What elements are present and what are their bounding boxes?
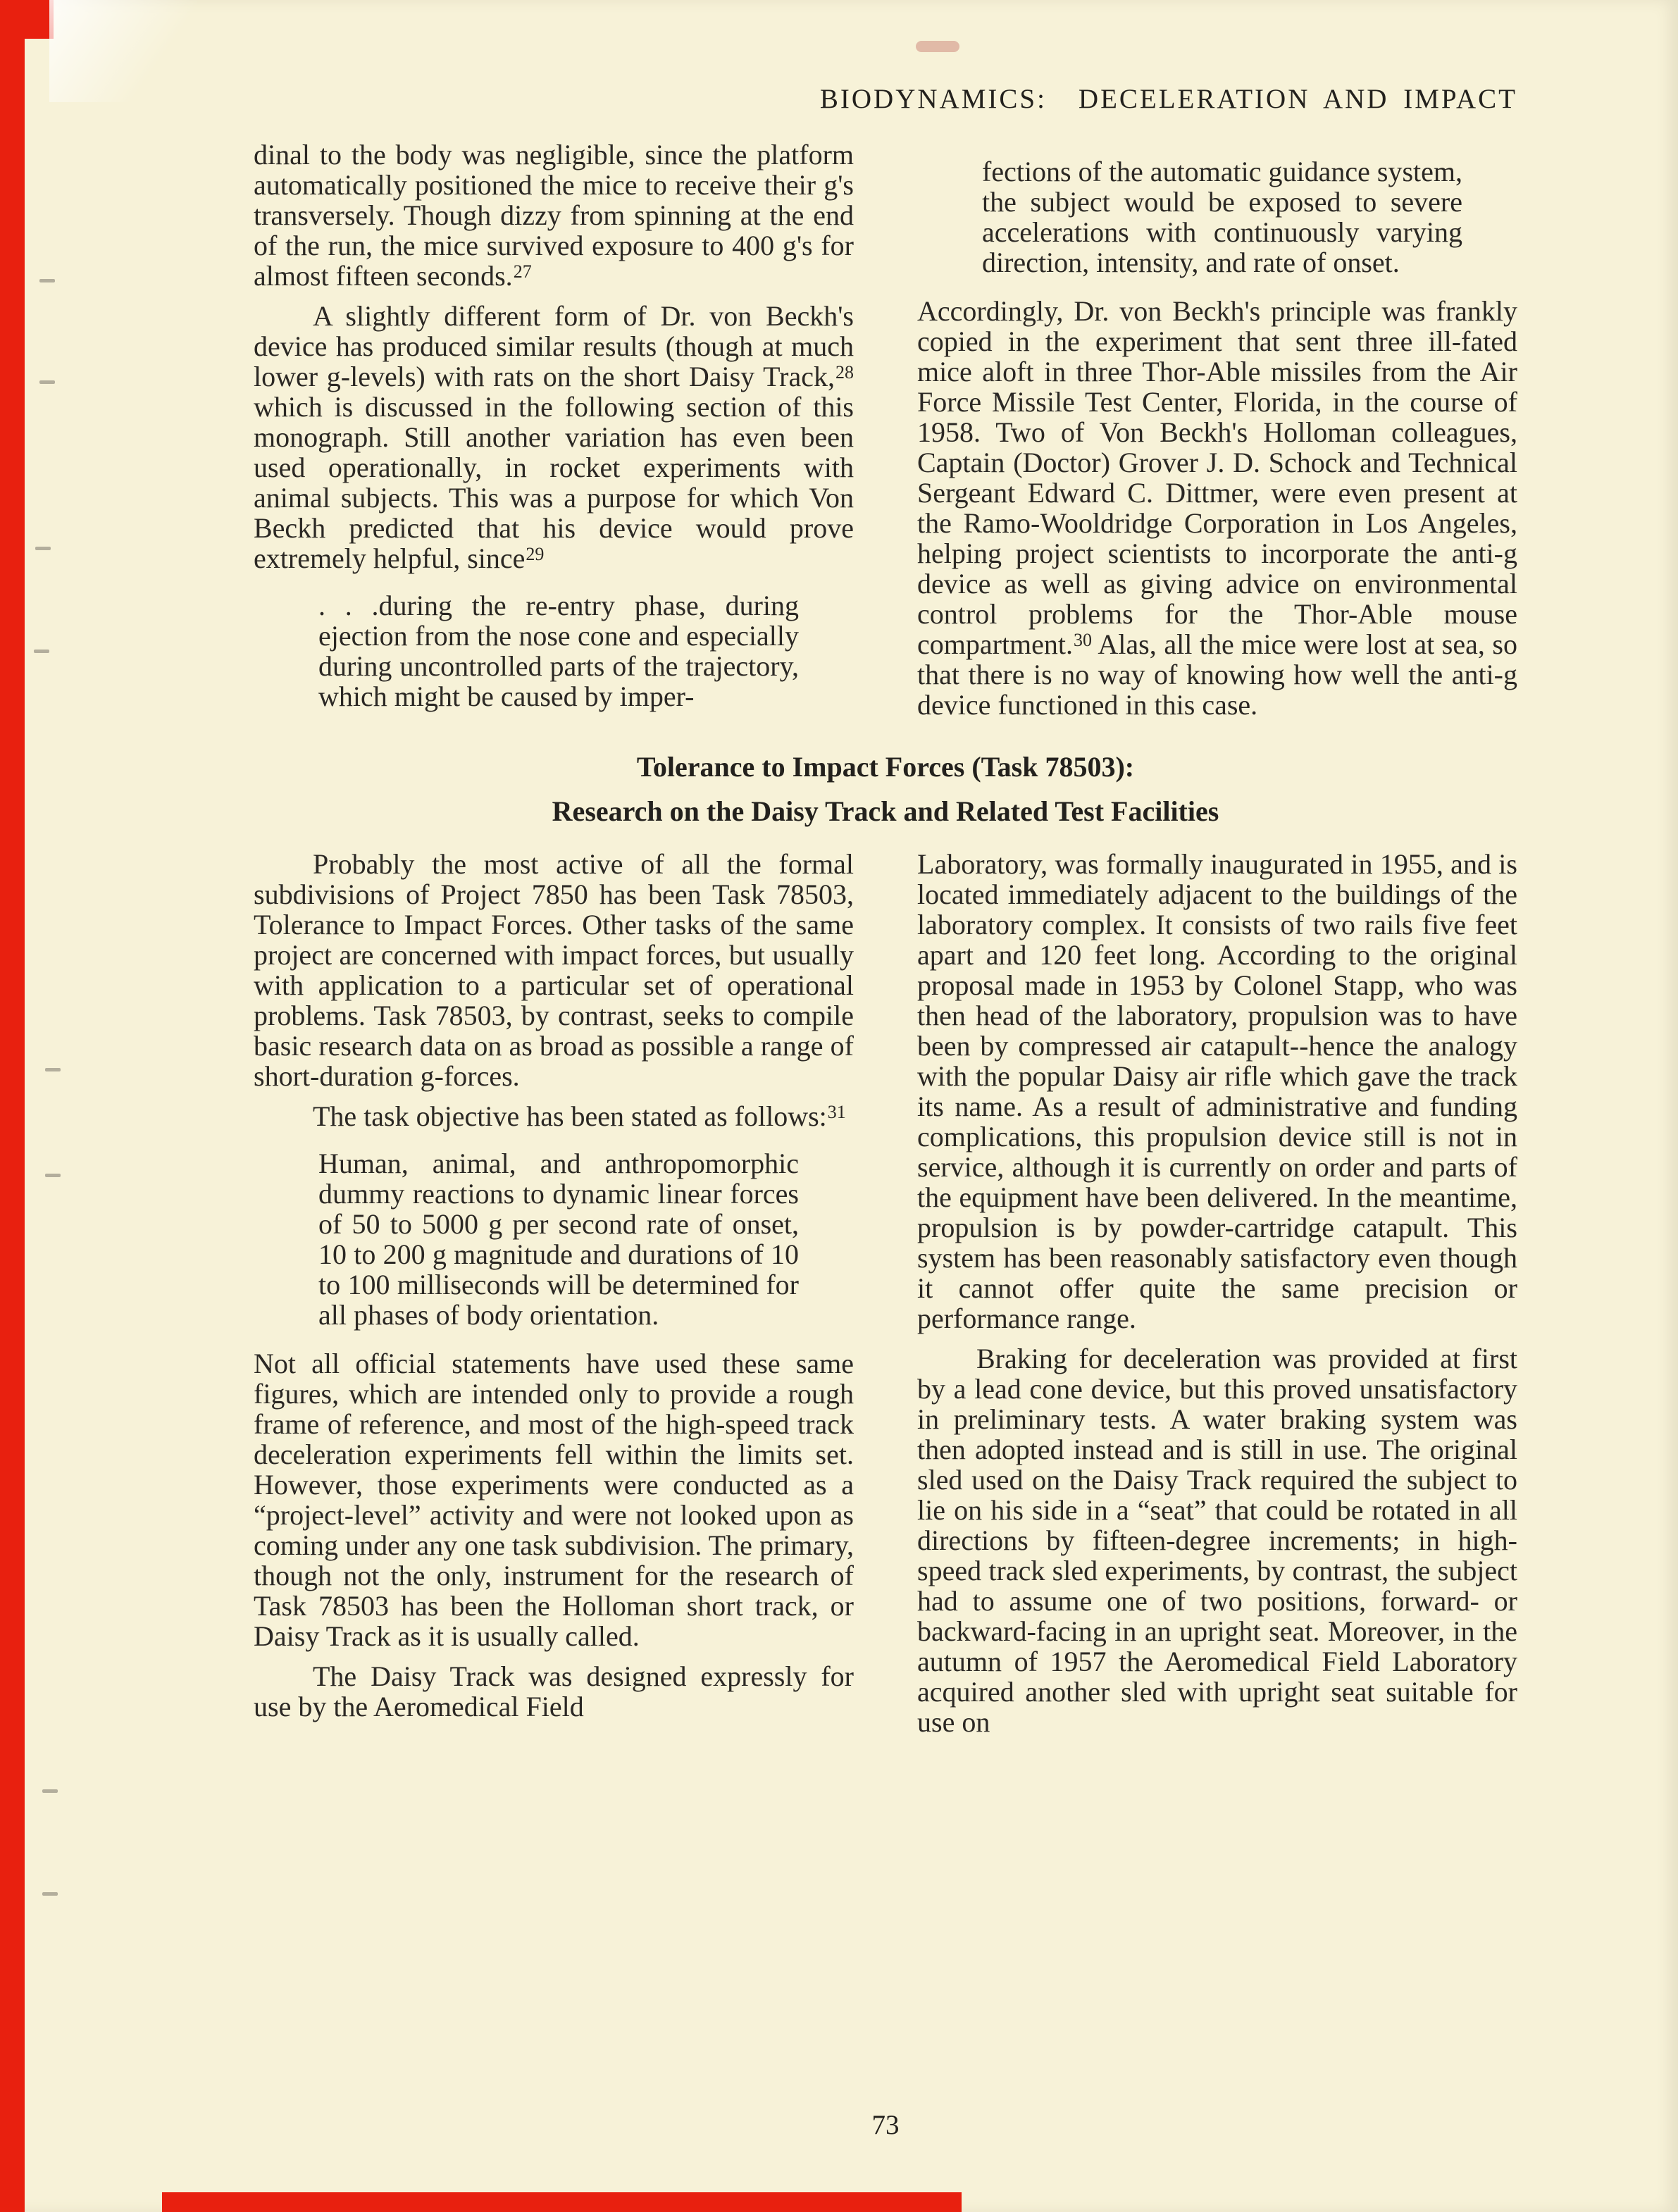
text-run: A slightly different form of Dr. von Beckh's device has produced similar results (though at much lower g-levels) with rats on the short Daisy Track, [254,300,854,392]
section-1-right-column [917,139,1517,730]
text-run: . . .during the re-entry phase, during ejection from the nose cone and especially during uncontrolled parts of the trajectory, which might be caused by imper- [318,590,799,712]
footnote-reference: 27 [513,261,532,282]
section-heading-line-2: Research on the Daisy Track and Related Test Facilities [552,795,1219,827]
running-header-text: BIODYNAMICS: DECELERATION AND IMPACT [819,84,1517,114]
margin-scan-mark [39,279,55,282]
paragraph [254,139,854,291]
footnote-reference: 29 [526,544,545,564]
text-run: dinal to the body was negligible, since the platform automatically positioned the mice to receive their g's transversely. Though dizzy from spinning at the end of the run, the mice survived exposure to 400 g's for almost fifteen seconds. [254,139,854,292]
section-1-columns [254,139,1517,730]
text-run: Human, animal, and anthropomorphic dummy reactions to dynamic linear forces of 50 to 5000 g per second rate of onset, 10 to 200 g magnitude and durations of 10 to 100 milliseconds will be determined for all phases of body orientation. [318,1148,799,1331]
section-2-left-column [254,849,854,1747]
footnote-reference: 31 [827,1102,846,1122]
text-run: Accordingly, Dr. von Beckh's principle was frankly copied in the experiment that sent three ill-fated mice aloft in three Thor-Able missiles from the Air Force Missile Test Center, Florida, in the course of 1958. Two of Von Beckh's Holloman colleagues, Captain (Doctor) Grover J. D. Schock and Technical Sergeant Edward C. Dittmer, were even present at the Ramo-Wooldridge Corporation in Los Angeles, helping project scientists to incorporate the anti-g device as well as giving advice on environmental control problems for the Thor-Able mouse compartment. [917,295,1517,660]
paragraph [254,849,854,1091]
text-run: Probably the most active of all the formal subdivisions of Project 7850 has been Task 78503, Tolerance to Impact Forces. Other tasks of the same project are concerned with impact forces, but usually with application to a particular set of operational problems. Task 78503, by contrast, seeks to compile basic research data on as broad as possible a range of short-duration g-forces. [254,848,854,1092]
paragraph [917,849,1517,1334]
footnote-reference: 30 [1074,630,1093,650]
block-quote [318,1148,799,1330]
block-quote [982,156,1462,278]
page-content [254,0,1517,1747]
footnote-reference: 28 [835,362,854,383]
paragraph [254,301,854,573]
margin-scan-mark [34,650,49,653]
text-run: fections of the automatic guidance system, the subject would be exposed to severe accelerations with continuously varying direction, intensity, and rate of onset. [982,156,1463,278]
top-left-red-mark [0,0,54,39]
margin-scan-mark [42,1789,58,1793]
block-quote [318,590,799,712]
paragraph [254,1661,854,1722]
section-heading-line-1: Tolerance to Impact Forces (Task 78503): [636,751,1135,783]
paragraph [254,1348,854,1651]
left-edge-red-strip [0,0,25,2212]
scan-corner-fade [49,0,197,102]
text-run: Alas, all the mice were lost at sea, so that there is no way of knowing how well the anti-g device functioned in this case. [917,628,1517,721]
running-header [254,0,1517,118]
text-run: Braking for deceleration was provided at first by a lead cone device, but this proved unsatisfactory in preliminary tests. A water braking system was then adopted instead and is still in use. The original sled used on the Daisy Track required the subject to lie on his side in a “seat” that could be rotated in all directions by fifteen-degree increments; in high-speed track sled experiments, by contrast, the subject had to assume one of two positions, forward- or backward-facing in an upright seat. Moreover, in the autumn of 1957 the Aeromedical Field Laboratory acquired another sled with upright seat suitable for use on [917,1343,1517,1738]
paragraph [917,1343,1517,1737]
paragraph [917,296,1517,720]
section-2-right-column [917,849,1517,1747]
page-number: 73 [871,2110,900,2140]
margin-scan-mark [45,1068,61,1071]
paragraph [254,1101,854,1131]
margin-scan-mark [42,1892,58,1896]
text-run: The task objective has been stated as follows: [313,1100,827,1132]
section-1-left-column [254,139,854,730]
text-run: Laboratory, was formally inaugurated in 1955, and is located immediately adjacent to the buildings of the laboratory complex. It consists of two rails five feet apart and 120 feet long. According to the original proposal made in 1953 by Colonel Stapp, who was then head of the laboratory, propulsion was to have been by compressed air catapult--hence the analogy with the popular Daisy air rifle which gave the track its name. As a result of administrative and funding complications, this propulsion device still is not in service, although it is currently on order and parts of the equipment have been delivered. In the meantime, propulsion is by powder-cartridge catapult. This system has been reasonably satisfactory even though it cannot offer quite the same precision or performance range. [917,848,1517,1334]
margin-scan-mark [35,547,51,550]
section-2-columns [254,849,1517,1747]
text-run: The Daisy Track was designed expressly for use by the Aeromedical Field [254,1660,854,1722]
margin-scan-mark [39,380,55,384]
bottom-red-bar [162,2192,962,2212]
margin-scan-mark [45,1174,61,1177]
text-run: which is discussed in the following section of this monograph. Still another variation has even been used operationally, in rocket experiments with animal subjects. This was a purpose for which Von Beckh predicted that his device would prove extremely helpful, since [254,391,854,574]
text-run: Not all official statements have used these same figures, which are intended only to provide a rough frame of reference, and most of the high-speed track deceleration experiments fell within the limits set. However, those experiments were conducted as a “project-level” activity and were not looked upon as coming under any one task subdivision. The primary, though not the only, instrument for the research of Task 78503 has been the Holloman short track, or Daisy Track as it is usually called. [254,1348,854,1652]
section-heading [254,751,1517,828]
